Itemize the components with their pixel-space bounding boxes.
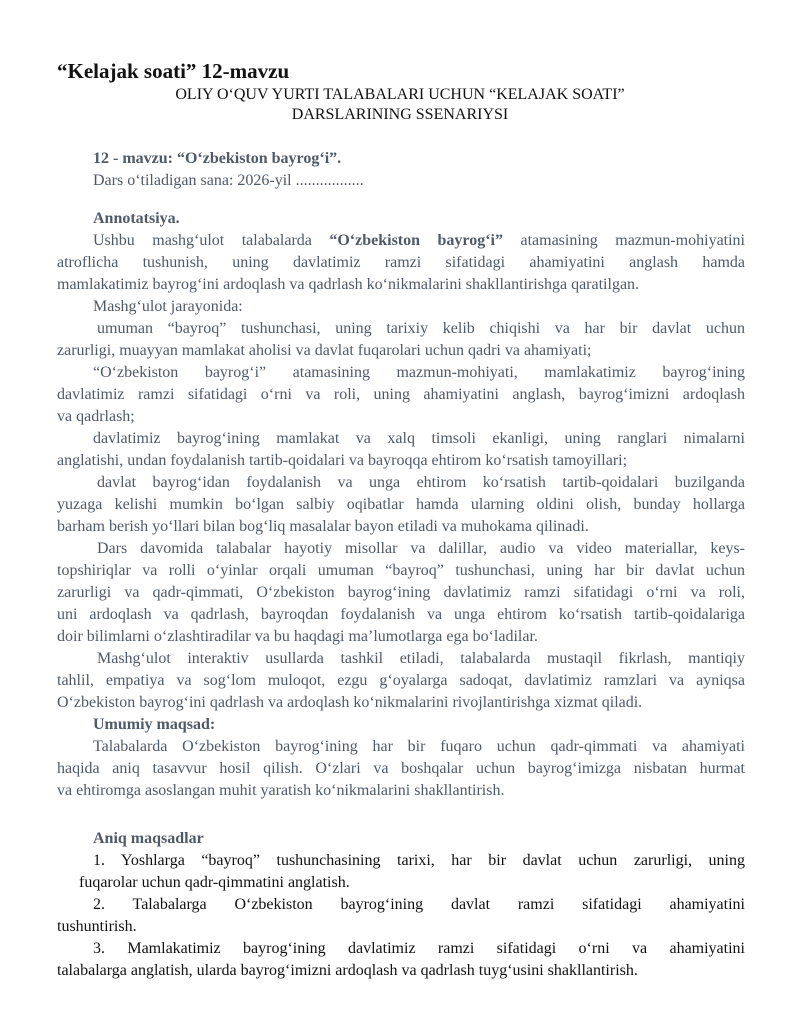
annotation-p1-text-end: atamasining mazmun-mohiyatini xyxy=(503,232,746,249)
goal-line1: Talabalarda O‘zbekiston bayrog‘ining har bir fuqaro uchun qadr-qimmati va ahamiyati xyxy=(93,738,745,755)
objective-3-line2: talabalarga anglatish, ularda bayrog‘imizni ardoqlash va qadrlash tuyg‘usini shakllantirish. xyxy=(57,962,638,979)
annotation-p1-line3: mamlakatimiz bayrog‘ini ardoqlash va qadrlash ko‘nikmalarini shakllantirishga qaratilgan. xyxy=(57,276,640,293)
annotation-p4-line2: tahlil, empatiya va sog‘lom muloqot, ezgu g‘oyalarga sadoqat, davlatimiz ramzlari va ayniqsa xyxy=(57,672,745,689)
bullet-3-line1: davlatimiz bayrog‘ining mamlakat va xalq timsoli ekanligi, uning ranglari nimalarni xyxy=(93,430,745,447)
objective-3-line1: 3. Mamlakatimiz bayrog‘ining davlatimiz ramzi sifatidagi o‘rni va ahamiyatini xyxy=(93,940,745,957)
annotation-p4-line1: Mashg‘ulot interaktiv usullarda tashkil etiladi, talabalarda mustaqil fikrlash, mantiqiy xyxy=(97,650,745,667)
bullet-2-line1: “O‘zbekiston bayrog‘i” atamasining mazmun-mohiyati, mamlakatimiz bayrog‘ining xyxy=(93,364,745,381)
annotation-p3-line5: doir bilimlarni o‘zlashtiradilar va bu haqdagi ma’lumotlarga ega bo‘ladilar. xyxy=(57,628,538,645)
annotation-p3-line1: Dars davomida talabalar hayotiy misollar va dalillar, audio va video materiallar, keys- xyxy=(97,540,745,557)
annotation-p3-line4: uni ardoqlash va qadrlash, bayroqdan foydalanish va unga ehtirom ko‘rsatish tartib-qoidalariga xyxy=(57,606,745,623)
annotation-p3-line2: topshiriqlar va rolli o‘yinlar orqali umuman “bayroq” tushunchasi, uning har bir davlat uchun xyxy=(57,562,745,579)
annotation-paragraph-1 xyxy=(57,230,745,252)
annotation-paragraph-2: Mashg‘ulot jarayonida: xyxy=(93,298,243,315)
bullet-4-line3: barham berish yo‘llari bilan bog‘liq masalalar bayon etiladi va muhokama qilinadi. xyxy=(57,518,589,535)
bullet-4-line1: davlat bayrog‘idan foydalanish va unga ehtirom ko‘rsatish tartib-qoidalari buzilganda xyxy=(97,474,745,491)
goal-line2: haqida aniq tasavvur hosil qilish. O‘zlari va boshqalar uchun bayrog‘imizga nisbatan hurmat xyxy=(57,760,745,777)
bullet-2-line3: va qadrlash; xyxy=(57,408,135,425)
bullet-2-line2: davlatimiz ramzi sifatidagi o‘rni va roli, uning ahamiyatini anglash, bayrog‘imizni ardoqlash xyxy=(57,386,745,403)
general-goal-heading: Umumiy maqsad: xyxy=(93,716,216,733)
document-title: “Kelajak soati” 12-mavzu xyxy=(57,59,290,83)
lesson-date: Dars o‘tiladigan sana: 2026-yil ................. xyxy=(93,172,364,189)
annotation-section xyxy=(57,208,745,736)
annotation-p1-line2: atroflicha tushunish, uning davlatimiz ramzi sifatidagi ahamiyatini anglash hamda xyxy=(57,254,745,271)
annotation-p3-line3: zarurligi va qadr-qimmati, O‘zbekiston bayrog‘ining davlatimiz ramzi sifatidagi o‘rni va roli, xyxy=(57,584,745,601)
objective-1-line1: 1. Yoshlarga “bayroq” tushunchasining tarixi, har bir davlat uchun zarurligi, uning xyxy=(93,852,745,869)
objective-2-line1: 2. Talabalarga O‘zbekiston bayrog‘ining davlat ramzi sifatidagi ahamiyatini xyxy=(93,896,745,913)
objectives-section xyxy=(57,828,745,982)
objectives-heading: Aniq maqsadlar xyxy=(93,830,204,847)
document-subtitle-line1: OLIY O‘QUV YURTI TALABALARI UCHUN “KELAJAK SOATI” xyxy=(175,86,625,103)
general-goal-section xyxy=(57,736,745,802)
bullet-3-line2: anglatishi, undan foydalanish tartib-qoidalari va bayroqqa ehtirom ko‘rsatish tamoyillari; xyxy=(57,452,628,469)
topic-section xyxy=(57,148,745,192)
objective-1-line2: fuqarolar uchun qadr-qimmatini anglatish. xyxy=(79,874,350,891)
annotation-heading: Annotatsiya. xyxy=(93,210,180,227)
document-subtitle-line2: DARSLARINING SSENARIYSI xyxy=(291,106,509,123)
bullet-4-line2: yuzaga kelishi mumkin bo‘lgan salbiy oqibatlar hamda ularning oldini olish, bunday hollarga xyxy=(57,496,745,513)
bullet-1-line2: zarurligi, muayyan mamlakat aholisi va davlat fuqarolari uchun qadri va ahamiyati; xyxy=(57,342,592,359)
bullet-1-line1: umuman “bayroq” tushunchasi, uning tarixiy kelib chiqishi va har bir davlat uchun xyxy=(97,320,745,337)
annotation-p1-text: Ushbu mashg‘ulot talabalarda xyxy=(93,232,330,249)
objective-2-line2: tushuntirish. xyxy=(57,918,137,935)
topic-label: 12 - mavzu: “O‘zbekiston bayrog‘i”. xyxy=(93,150,342,167)
goal-line3: va ehtiromga asoslangan muhit yaratish ko‘nikmalarini shakllantirish. xyxy=(57,782,505,799)
annotation-p4-line3: O‘zbekiston bayrog‘ini qadrlash va ardoqlash ko‘nikmalarini rivojlantirishga xizmat qiladi. xyxy=(57,694,643,711)
annotation-p1-bold: “O‘zbekiston bayrog‘i” xyxy=(329,232,503,249)
